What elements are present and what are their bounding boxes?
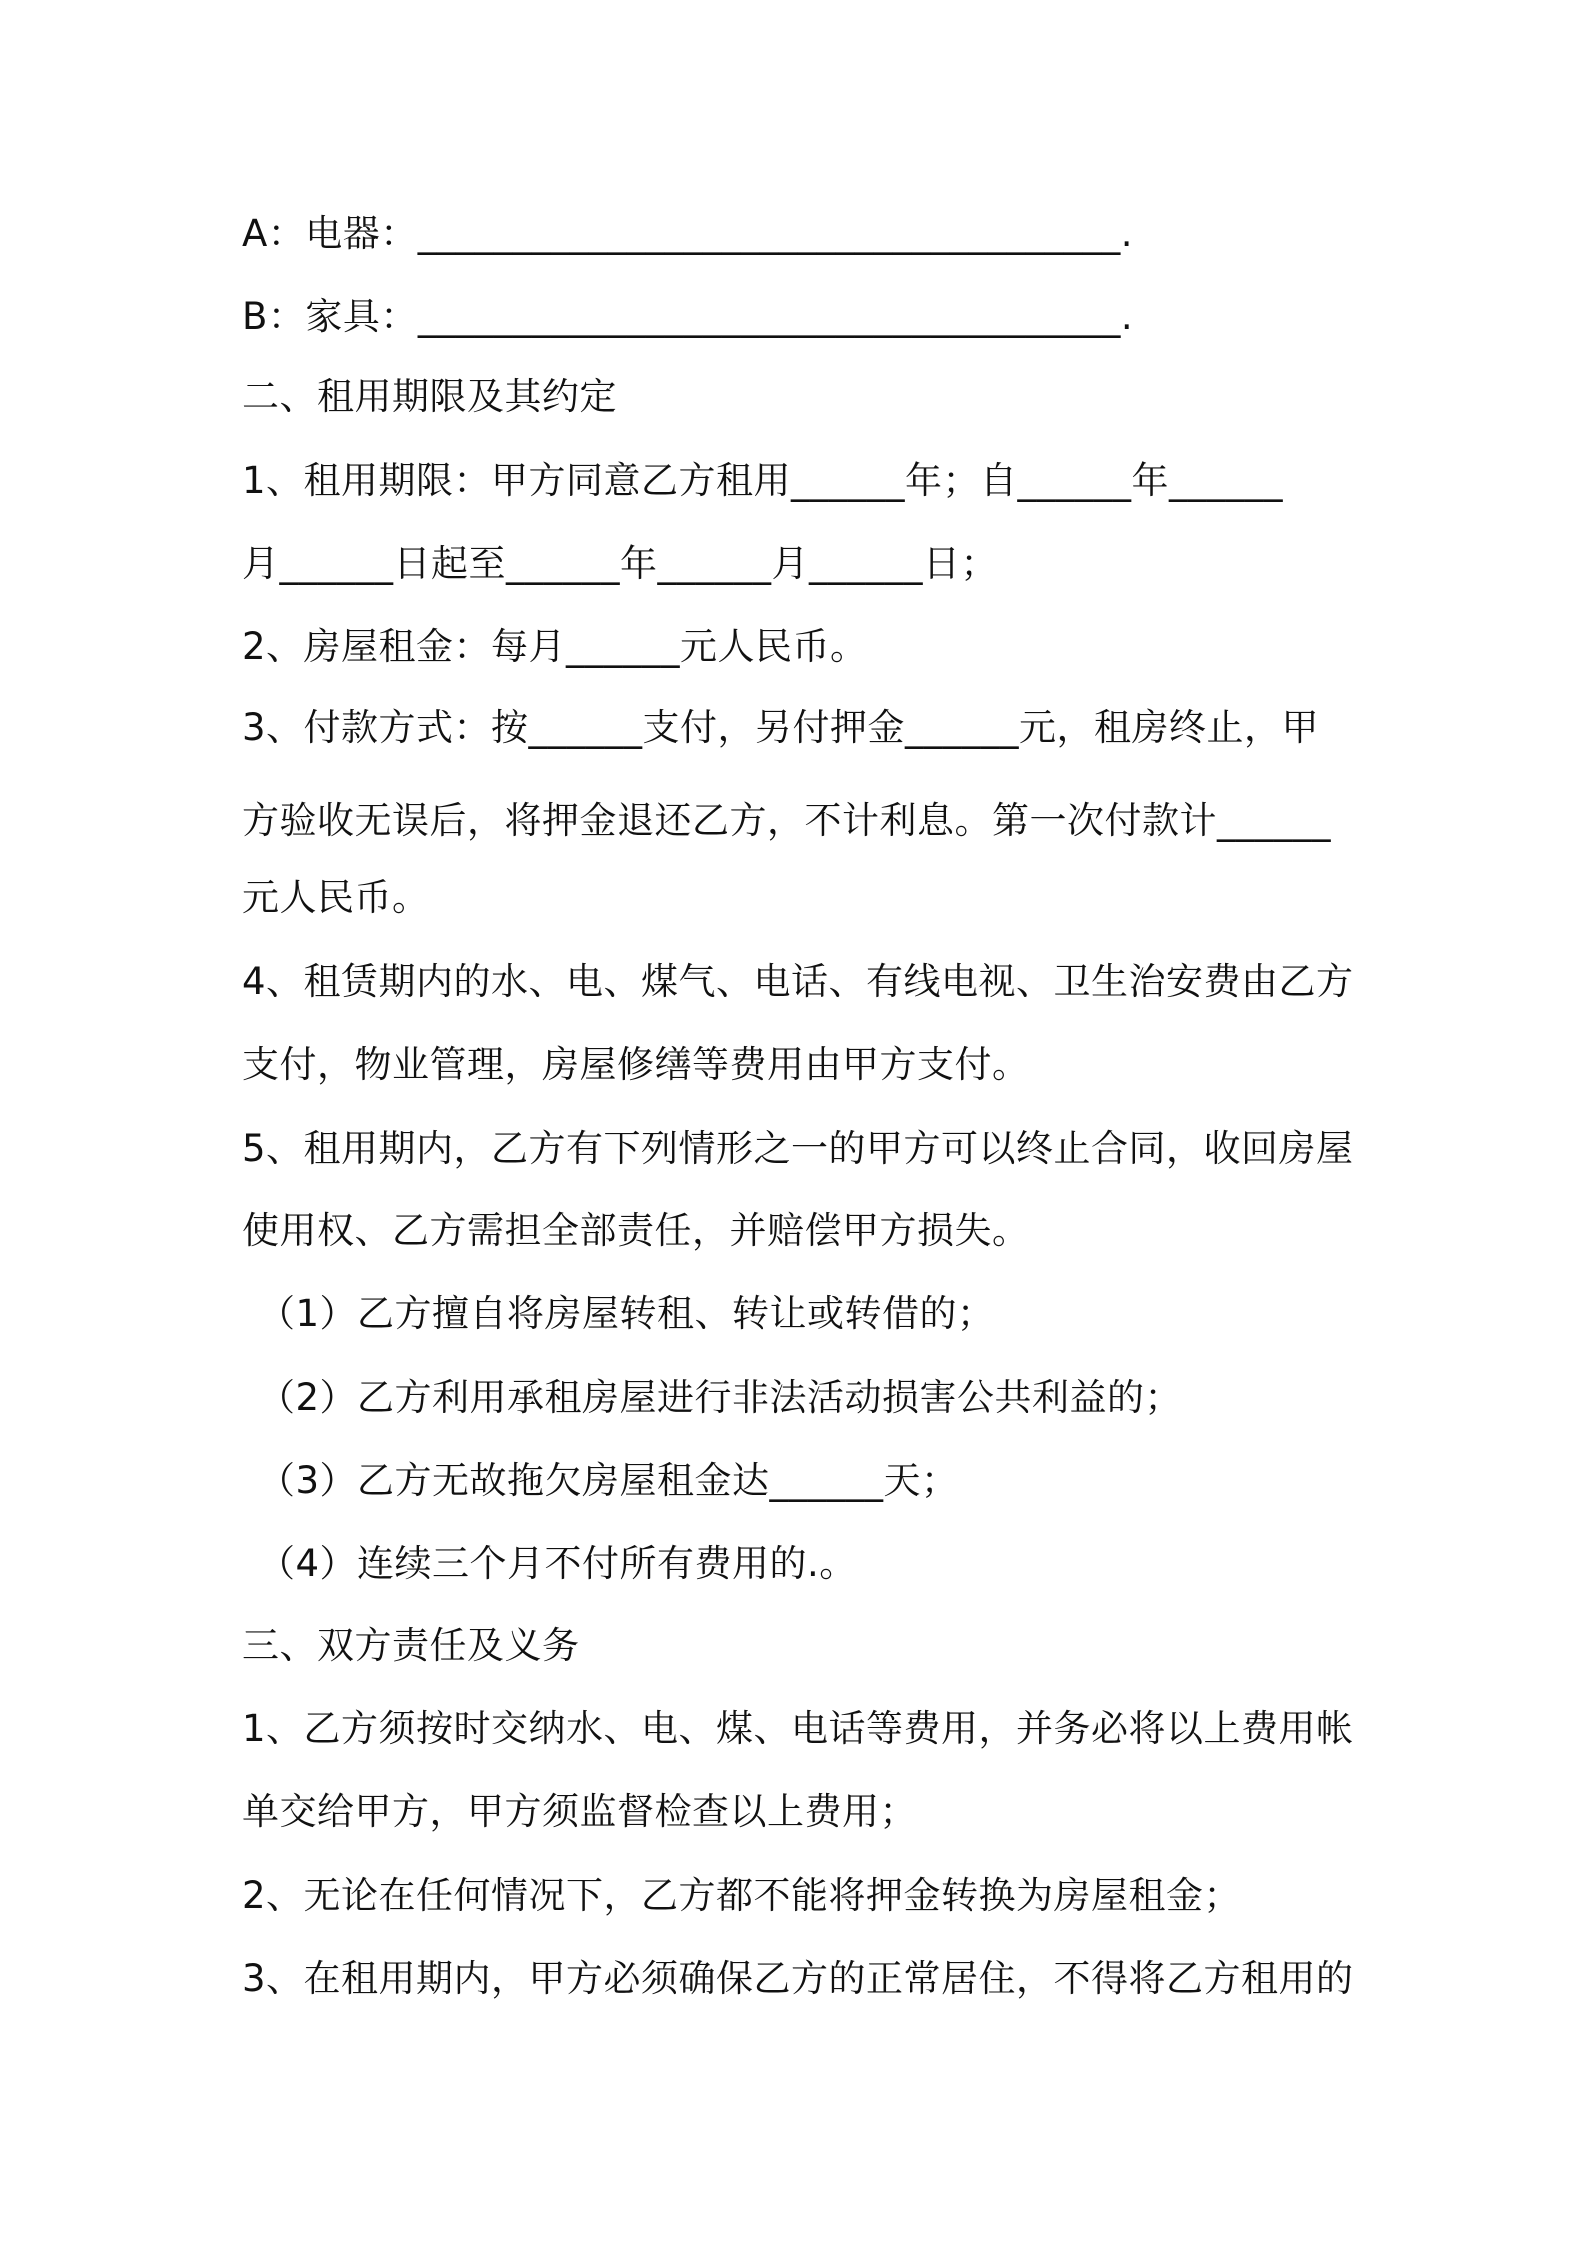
furniture-line: B：家具：_____________________________________. <box>242 295 1134 338</box>
clause-3-line-1: 3、付款方式：按______支付，另付押金______元，租房终止，甲 <box>242 706 1320 749</box>
sub-item-4: （4）连续三个月不付所有费用的.。 <box>258 1542 857 1585</box>
clause-3-line-2: 方验收无误后，将押金退还乙方，不计利息。第一次付款计______ <box>242 799 1331 842</box>
section-heading-responsibilities: 三、双方责任及义务 <box>242 1624 580 1667</box>
clause-3-line-3: 元人民币。 <box>242 876 430 919</box>
clause-5-line-1: 5、租用期内，乙方有下列情形之一的甲方可以终止合同，收回房屋 <box>242 1127 1354 1170</box>
duty-1-line-1: 1、乙方须按时交纳水、电、煤、电话等费用，并务必将以上费用帐 <box>242 1707 1354 1750</box>
duty-1-line-2: 单交给甲方，甲方须监督检查以上费用； <box>242 1790 917 1833</box>
clause-4-line-2: 支付，物业管理，房屋修缮等费用由甲方支付。 <box>242 1043 1030 1086</box>
sub-item-2: （2）乙方利用承租房屋进行非法活动损害公共利益的； <box>258 1376 1183 1419</box>
clause-4-line-1: 4、租赁期内的水、电、煤气、电话、有线电视、卫生治安费由乙方 <box>242 960 1354 1003</box>
clause-2-line: 2、房屋租金：每月______元人民币。 <box>242 625 868 668</box>
sub-item-3: （3）乙方无故拖欠房屋租金达______天； <box>258 1459 959 1502</box>
clause-1-line-2: 月______日起至______年______月______日； <box>242 542 998 585</box>
appliance-line: A：电器：_____________________________________. <box>242 212 1134 255</box>
duty-2-line: 2、无论在任何情况下，乙方都不能将押金转换为房屋租金； <box>242 1874 1242 1917</box>
duty-3-line-1: 3、在租用期内，甲方必须确保乙方的正常居住，不得将乙方租用的 <box>242 1957 1354 2000</box>
clause-5-line-2: 使用权、乙方需担全部责任，并赔偿甲方损失。 <box>242 1209 1030 1252</box>
clause-1-line-1: 1、租用期限：甲方同意乙方租用______年；自______年______ <box>242 459 1284 502</box>
section-heading-lease-term: 二、租用期限及其约定 <box>242 375 617 418</box>
sub-item-1: （1）乙方擅自将房屋转租、转让或转借的； <box>258 1292 995 1335</box>
